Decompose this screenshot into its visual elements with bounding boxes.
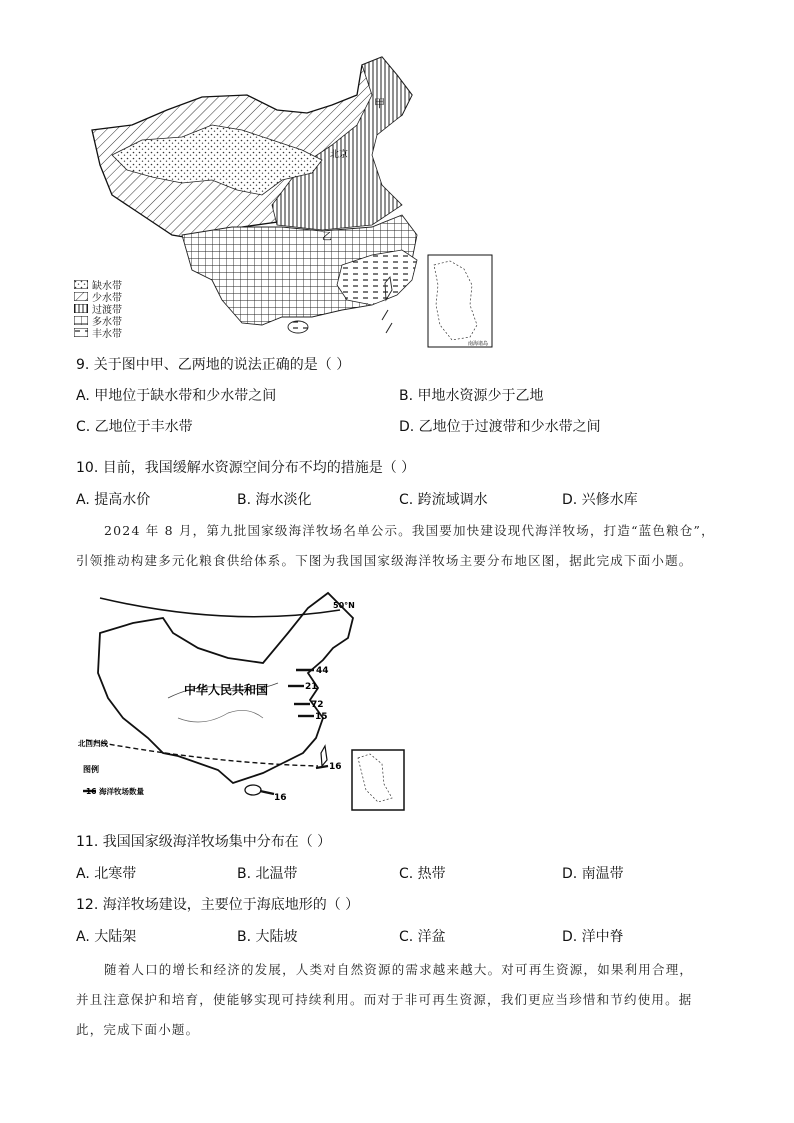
count-label: 16 <box>274 793 287 803</box>
legend-item <box>74 326 164 338</box>
dots-swatch-icon <box>74 280 88 289</box>
map1-legend <box>74 278 164 338</box>
q10-option-c[interactable]: C. 跨流域调水 <box>399 492 488 508</box>
q9-option-b[interactable]: B. 甲地水资源少于乙地 <box>399 388 544 404</box>
q9-option-d[interactable]: D. 乙地位于过渡带和少水带之间 <box>399 419 601 435</box>
marine-ranch-map <box>78 588 408 813</box>
question-10-stem: 10. 目前，我国缓解水资源空间分布不均的措施是（ ） <box>76 460 416 476</box>
inset-south-china-sea <box>428 255 492 347</box>
q10-option-d[interactable]: D. 兴修水库 <box>562 492 638 508</box>
tropic-label: 北回归线 <box>78 739 108 748</box>
q10-option-b[interactable]: B. 海水淡化 <box>237 492 312 508</box>
label-beijing: 北京 <box>330 150 349 160</box>
legend-text: 16 海洋牧场数量 <box>86 787 145 796</box>
count-marker <box>260 791 287 803</box>
vertical-swatch-icon <box>74 304 88 313</box>
intro-paragraph-2-line-1: 随着人口的增长和经济的发展，人类对自然资源的需求越来越大。对可再生资源，如果利用合理， <box>104 962 694 977</box>
intro-paragraph-1-line-1: 2024 年 8 月，第九批国家级海洋牧场名单公示。我国要加快建设现代海洋牧场，打造“蓝色粮仓”， <box>104 523 715 538</box>
question-9-stem: 9. 关于图中甲、乙两地的说法正确的是（ ） <box>76 357 351 373</box>
dashes-swatch-icon <box>74 328 88 337</box>
inset-caption: 南海诸岛 <box>468 341 489 347</box>
legend-label: 缺水带 <box>92 280 122 292</box>
count-label: 44 <box>316 666 329 676</box>
count-label: 15 <box>315 712 328 722</box>
q11-option-a[interactable]: A. 北寒带 <box>76 866 137 882</box>
legend-label: 过渡带 <box>92 304 122 316</box>
count-label: 21 <box>305 682 318 692</box>
legend-title: 图例 <box>83 765 99 774</box>
intro-paragraph-2-line-3: 此，完成下面小题。 <box>76 1022 200 1037</box>
count-label: 16 <box>329 762 342 772</box>
q12-option-b[interactable]: B. 大陆坡 <box>237 929 298 945</box>
diagonal-swatch-icon <box>74 292 88 301</box>
count-marker <box>288 682 318 692</box>
inset-box <box>352 750 404 810</box>
count-marker <box>316 762 342 772</box>
count-marker <box>296 666 329 676</box>
q11-option-d[interactable]: D. 南温带 <box>562 866 624 882</box>
q11-option-c[interactable]: C. 热带 <box>399 866 446 882</box>
count-marker <box>298 712 328 722</box>
q12-option-a[interactable]: A. 大陆架 <box>76 929 137 945</box>
legend-label: 丰水带 <box>92 328 122 340</box>
country-label: 中华人民共和国 <box>184 683 269 697</box>
count-label: 72 <box>311 700 324 710</box>
intro-paragraph-2-line-2: 并且注意保护和培育，使能够实现可持续利用。而对于非可再生资源，我们更应当珍惜和节约使用。据 <box>76 992 693 1007</box>
label-yi: 乙 <box>322 232 332 243</box>
q11-option-b[interactable]: B. 北温带 <box>237 866 298 882</box>
q10-option-a[interactable]: A. 提高水价 <box>76 492 151 508</box>
q12-option-d[interactable]: D. 洋中脊 <box>562 929 624 945</box>
legend-label: 少水带 <box>92 292 122 304</box>
legend-label: 多水带 <box>92 316 122 328</box>
question-12-stem: 12. 海洋牧场建设，主要位于海底地形的（ ） <box>76 897 360 913</box>
label-jia: 甲 <box>374 97 385 110</box>
question-11-stem: 11. 我国国家级海洋牧场集中分布在（ ） <box>76 834 332 850</box>
intro-paragraph-1-line-2: 引领推动构建多元化粮食供给体系。下图为我国国家级海洋牧场主要分布地区图，据此完成下面小题。 <box>76 553 693 568</box>
q12-option-c[interactable]: C. 洋盆 <box>399 929 446 945</box>
grid-swatch-icon <box>74 316 88 325</box>
count-marker <box>294 700 324 710</box>
lat-label: 50°N <box>333 601 355 610</box>
q9-option-a[interactable]: A. 甲地位于缺水带和少水带之间 <box>76 388 277 404</box>
q9-option-c[interactable]: C. 乙地位于丰水带 <box>76 419 193 435</box>
